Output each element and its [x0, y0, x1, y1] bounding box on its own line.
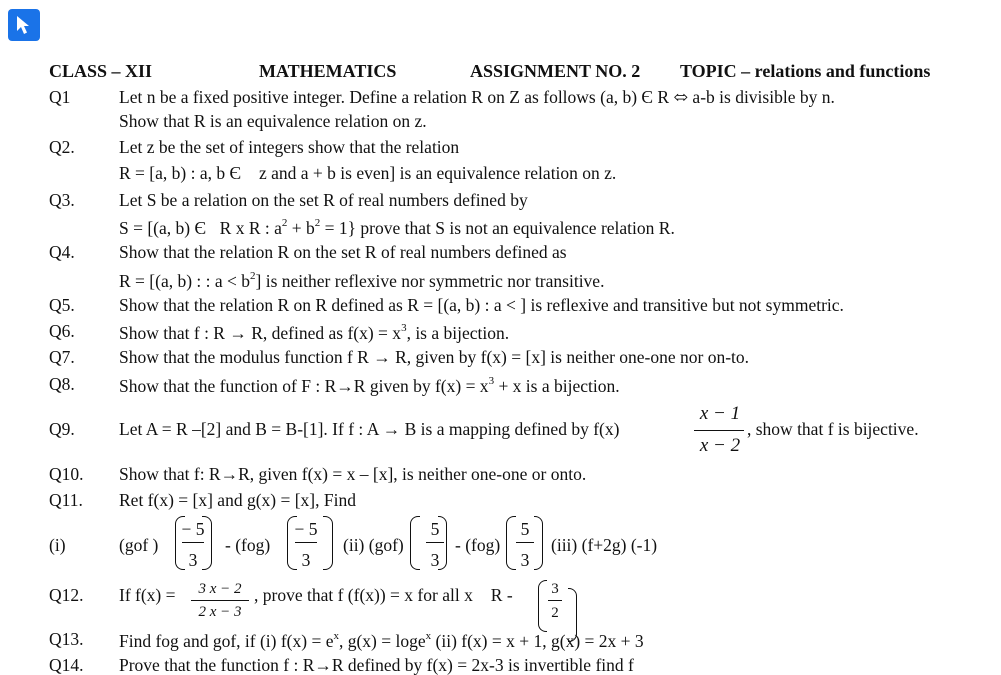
q12-fraction-denominator: 2 x − 3	[198, 604, 242, 620]
frac3-denominator: 3	[430, 550, 440, 570]
q11-line1: Ret f(x) = [x] and g(x) = [x], Find	[119, 490, 356, 510]
q11-number: Q11.	[49, 490, 83, 510]
q12-fraction-bar	[191, 600, 249, 601]
subject-label: MATHEMATICS	[259, 61, 397, 81]
q5-number: Q5.	[49, 295, 75, 315]
q9-line1-end: , show that f is bijective.	[747, 419, 919, 439]
q10-number: Q10.	[49, 464, 84, 484]
q12-prefix: If f(x) =	[119, 585, 176, 605]
q8-line1: Show that the function of F : R→R given by $f(x) = x^3 + x$ is a bijection.	[119, 375, 620, 396]
q12-bracket-numerator: 3	[551, 581, 559, 597]
q5-line1: Show that the relation R on R defined as R = [(a, b) : a < ] is reflexive and transitive but not symmetric.	[119, 295, 844, 315]
q1-line1: Let n be a fixed positive integer. Define a relation R on Z as follows (a, b) Є R ⬄ a-b is divisible by n.	[119, 87, 835, 107]
q11-part-iii-label: (iii) (f+2g) (-1)	[551, 535, 658, 555]
q3-line1: Let S be a relation on the set R of real numbers defined by	[119, 190, 528, 210]
frac4-numerator: 5	[520, 519, 530, 539]
q11-fog-label-2: - (fog)	[455, 535, 501, 555]
q9-number: Q9.	[49, 419, 75, 439]
q9-fraction-numerator: x − 1	[699, 403, 741, 424]
frac2-denominator: 3	[301, 550, 311, 570]
left-bracket	[410, 516, 420, 570]
frac1-bar	[182, 542, 204, 543]
q6-line1: Show that f : R → R, defined as $f(x) = x^3$, is a bijection.	[119, 322, 510, 343]
q2-line1: Let z be the set of integers show that the relation	[119, 137, 460, 157]
q4-number: Q4.	[49, 242, 75, 262]
frac1-numerator: − 5	[181, 519, 205, 539]
q3-line2: S = [(a, b) Є R x R : $a^2 + b^2 = 1$} prove that S is not an equivalence relation R.	[119, 217, 666, 238]
q2-number: Q2.	[49, 137, 75, 157]
assignment-label: ASSIGNMENT NO. 2	[470, 61, 641, 81]
q9-fraction-bar	[694, 430, 744, 431]
q1-line2: Show that R is an equivalence relation on z.	[119, 111, 427, 131]
right-bracket	[534, 516, 543, 570]
right-bracket	[323, 516, 333, 570]
q12-bracket-denominator: 2	[551, 605, 559, 621]
q10-line1: Show that f: R→R, given f(x) = x – [x], is neither one-one or onto.	[119, 464, 587, 484]
q14-line1: Prove that the function f : R→R defined by f(x) = 2x-3 is invertible find f	[119, 655, 634, 675]
q8-number: Q8.	[49, 374, 75, 394]
q7-number: Q7.	[49, 347, 75, 367]
frac4-bar	[516, 542, 534, 543]
q12-number: Q12.	[49, 585, 84, 605]
q14-number: Q14.	[49, 655, 84, 675]
topic-label: TOPIC – relations and functions	[680, 61, 931, 81]
q3-number: Q3.	[49, 190, 75, 210]
q11-part-ii-label: (ii) (gof)	[343, 535, 404, 555]
frac3-numerator: 5	[430, 519, 440, 539]
q13-line1: Find fog and gof, if (i) $f(x) = e^x$, g(x) = loge$^x$ (ii) f(x) = x + 1, g(x) = 2x + 3	[119, 630, 644, 651]
frac4-denominator: 3	[520, 550, 530, 570]
right-bracket	[438, 516, 447, 570]
frac2-bar	[295, 542, 317, 543]
class-label: CLASS – XII	[49, 61, 153, 81]
q11-fog-label-1: - (fog)	[225, 535, 271, 555]
q9-fraction-denominator: x − 2	[699, 435, 741, 456]
q11-part-i-number: (i)	[49, 535, 66, 555]
q2-line2: R = [a, b) : a, b Є z and a + b is even] is an equivalence relation on z.	[119, 163, 603, 183]
q12-bracket-bar	[548, 600, 562, 601]
right-bracket	[202, 516, 212, 570]
q7-line1: Show that the modulus function f R → R, given by f(x) = [x] is neither one-one nor on-to.	[119, 347, 750, 367]
frac2-numerator: − 5	[294, 519, 318, 539]
q11-gof-label: (gof )	[119, 535, 159, 555]
frac1-denominator: 3	[188, 550, 198, 570]
q12-fraction-numerator: 3 x − 2	[198, 581, 242, 597]
q6-number: Q6.	[49, 321, 75, 341]
q9-line1: Let A = R –[2] and B = B-[1]. If f : A → B is a mapping defined by f(x)	[119, 419, 620, 439]
q1-number: Q1	[49, 87, 71, 107]
cursor-icon	[8, 9, 40, 41]
q13-number: Q13.	[49, 629, 84, 649]
q12-statement: , prove that f (f(x)) = x for all x R -	[254, 585, 500, 605]
q4-line2: R = [(a, b) : : $a < b^2$] is neither reflexive nor symmetric nor transitive.	[119, 270, 605, 291]
q4-line1: Show that the relation R on the set R of real numbers defined as	[119, 242, 567, 262]
